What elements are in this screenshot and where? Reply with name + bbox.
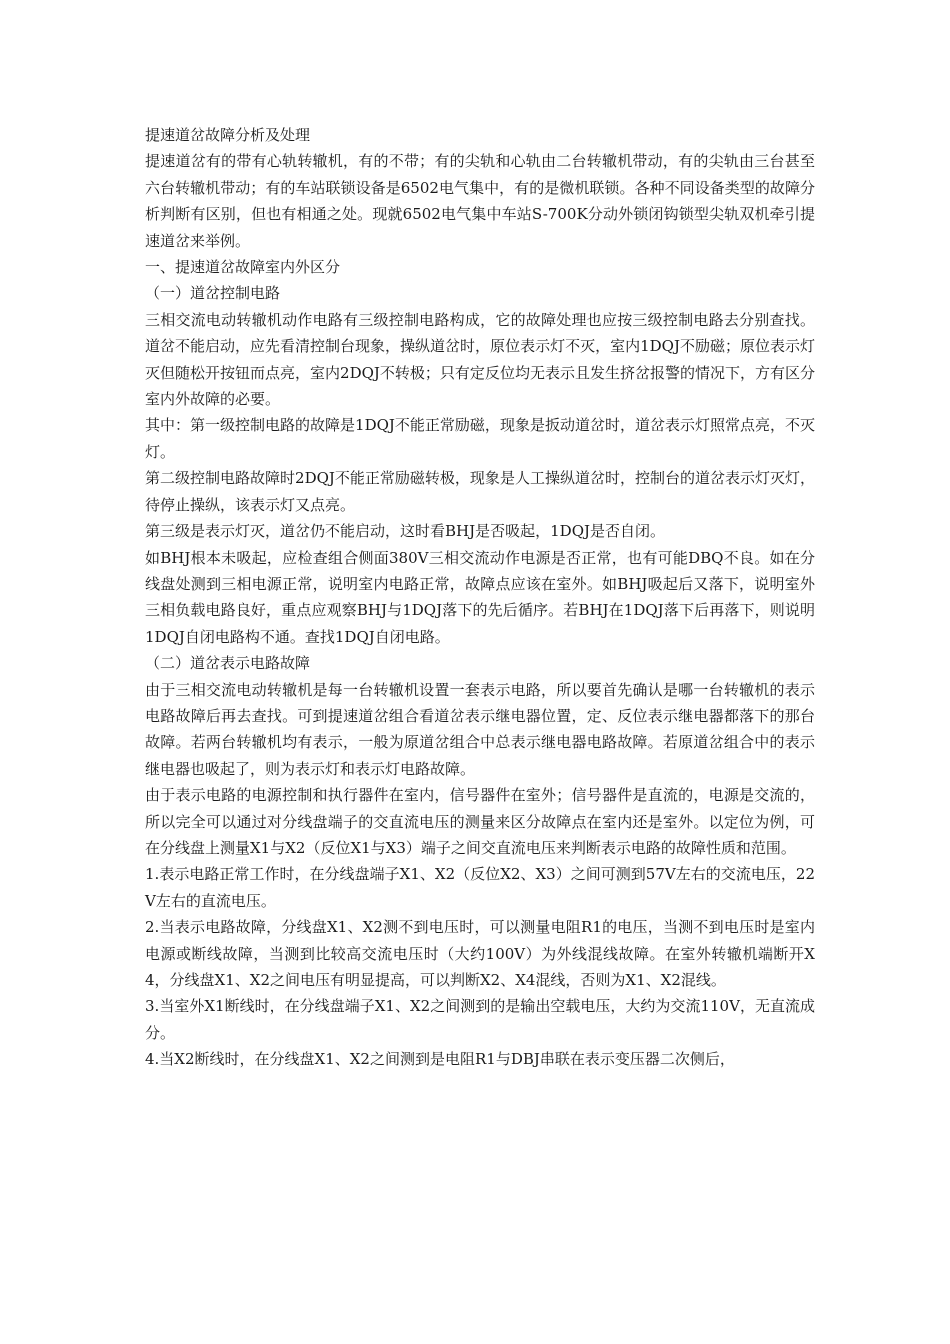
paragraph-bhj-check: 如BHJ根本未吸起，应检查组合侧面380V三相交流动作电源是否正常，也有可能DBQ不良。如在分线盘处测到三相电源正常，说明室内电路正常，故障点应该在室外。如BHJ吸起后又落下，说明室外三相负载电路良好，重点应观察BHJ与1DQJ落下的先后循序。若BHJ在1DQJ落下后再落下，则说明1DQJ自闭电路构不通。查找1DQJ自闭电路。: [145, 548, 815, 646]
list-item-3: 3.当室外X1断线时，在分线盘端子X1、X2之间测到的是输出空载电压，大约为交流110V，无直流成分。: [145, 997, 815, 1042]
paragraph-level-2: 第二级控制电路故障时2DQJ不能正常励磁转极，现象是人工操纵道岔时，控制台的道岔表示灯灭灯，待停止操纵，该表示灯又点亮。: [145, 469, 815, 514]
list-item-4: 4.当X2断线时，在分线盘X1、X2之间测到是电阻R1与DBJ串联在表示变压器二次侧后，: [145, 1050, 735, 1069]
document-body: [145, 122, 815, 1073]
subsection-heading-control-circuit: （一）道岔控制电路: [145, 284, 281, 303]
paragraph-level-3: 第三级是表示灯灭，道岔仍不能启动，这时看BHJ是否吸起，1DQJ是否自闭。: [145, 522, 666, 541]
paragraph-voltage-measurement: 由于表示电路的电源控制和执行器件在室内，信号器件在室外；信号器件是直流的，电源是交流的，所以完全可以通过对分线盘端子的交直流电压的测量来区分故障点在室内还是室外。以定位为例，可在分线盘上测量X1与X2（反位X1与X3）端子之间交直流电压来判断表示电路的故障性质和范围。: [145, 786, 815, 857]
list-item-2: 2.当表示电路故障，分线盘X1、X2测不到电压时，可以测量电阻R1的电压，当测不到电压时是室内电源或断线故障，当测到比较高交流电压时（大约100V）为外线混线故障。在室外转辙机端断开X4，分线盘X1、X2之间电压有明显提高，可以判断X2、X4混线，否则为X1、X2混线。: [145, 918, 815, 989]
subsection-heading-indication-circuit: （二）道岔表示电路故障: [145, 654, 311, 673]
paragraph-level-1: 其中：第一级控制电路的故障是1DQJ不能正常励磁，现象是扳动道岔时，道岔表示灯照常点亮，不灭灯。: [145, 416, 815, 461]
document-title: 提速道岔故障分析及处理: [145, 126, 311, 144]
list-item-1: 1.表示电路正常工作时，在分线盘端子X1、X2（反位X2、X3）之间可测到57V左右的交流电压，22V左右的直流电压。: [145, 865, 815, 910]
paragraph-intro: 提速道岔有的带有心轨转辙机，有的不带；有的尖轨和心轨由二台转辙机带动，有的尖轨由三台甚至六台转辙机带动；有的车站联锁设备是6502电气集中，有的是微机联锁。各种不同设备类型的故障分析判断有区别，但也有相通之处。现就6502电气集中车站S-700K分动外锁闭钩锁型尖轨双机牵引提速道岔来举例。: [145, 152, 815, 250]
paragraph-control-circuit: 三相交流电动转辙机动作电路有三级控制电路构成，它的故障处理也应按三级控制电路去分别查找。道岔不能启动，应先看清控制台现象，操纵道岔时，原位表示灯不灭，室内1DQJ不励磁；原位表示灯灭但随松开按钮而点亮，室内2DQJ不转极；只有定反位均无表示且发生挤岔报警的情况下，方有区分室内外故障的必要。: [145, 310, 815, 409]
section-heading-1: 一、提速道岔故障室内外区分: [145, 258, 341, 277]
paragraph-indication-circuit: 由于三相交流电动转辙机是每一台转辙机设置一套表示电路，所以要首先确认是哪一台转辙机的表示电路故障后再去查找。可到提速道岔组合看道岔表示继电器位置，定、反位表示继电器都落下的那台故障。若两台转辙机均有表示，一般为原道岔组合中总表示继电器电路故障。若原道岔组合中的表示继电器也吸起了，则为表示灯和表示灯电路故障。: [145, 680, 815, 778]
